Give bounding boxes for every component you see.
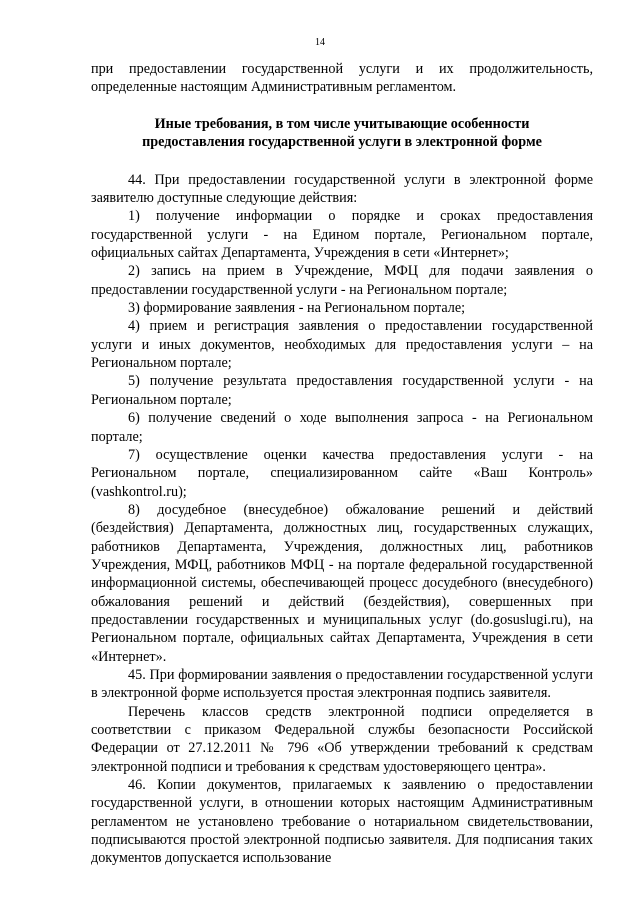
paragraph-45: 45. При формировании заявления о предоставлении государственной услуги в электронной форме используется простая электронная подпись заявителя. [91, 666, 593, 702]
paragraph-44: 44. При предоставлении государственной услуги в электронной форме заявителю доступные следующие действия: [91, 171, 593, 207]
list-item-4: 4) прием и регистрация заявления о предоставлении государственной услуги и иных документов, необходимых для предоставления услуги – на Региональном портале; [91, 318, 593, 372]
paragraph-signature-classes: Перечень классов средств электронной подписи определяется в соответствии с приказом Федеральной службы безопасности Российской Федерации от 27.12.2011 № 796 «Об утверждении требований к средствам электронной подписи и требования к средствам удостоверяющего центра». [91, 703, 593, 775]
paragraph-46: 46. Копии документов, прилагаемых к заявлению о предоставлении государственной услуги, в отношении которых настоящим Административным регламентом не установлено требование о нотариальном свидетельствовании, подписываются простой электронной подписью заявителя. Для подписания таких документов допускается использование [91, 777, 593, 867]
section-heading-line-2: предоставления государственной услуги в электронной форме [142, 133, 542, 150]
list-item-3: 3) формирование заявления - на Региональном портале; [128, 300, 466, 317]
list-item-2: 2) запись на прием в Учреждение, МФЦ для подачи заявления о предоставлении государственной услуги - на Региональном портале; [91, 263, 593, 298]
list-item-8: 8) досудебное (внесудебное) обжалование решений и действий (бездействия) Департамента, должностных лиц, государственных служащих, работников Департамента, Учреждения, должностных лиц, работников Учреждения, МФЦ, работников МФЦ - на портале федеральной государственной информационной системы, обеспечивающей процесс досудебного (внесудебного) обжалования решений и действий (бездействия), совершенных при предоставлении государственных и муниципальных услуг (do.gosuslugi.ru), на Региональном портале, официальных сайтах Департамента, Учреждения в сети «Интернет». [91, 501, 593, 665]
page-number: 14 [315, 37, 325, 48]
document-body [91, 60, 593, 868]
list-item-7: 7) осуществление оценки качества предоставления услуги - на Региональном портале, специализированном сайте «Ваш Контроль» (vashkontrol.ru); [91, 446, 593, 500]
list-item-1: 1) получение информации о порядке и сроках предоставления государственной услуги - на Едином портале, Региональном портале, официальных сайтах Департамента, Учреждения в сети «Интернет»; [91, 208, 593, 262]
section-heading-line-1: Иные требования, в том числе учитывающие особенности [154, 115, 530, 132]
list-item-6: 6) получение сведений о ходе выполнения запроса - на Региональном портале; [91, 410, 593, 445]
intro-paragraph: при предоставлении государственной услуги и их продолжительность, определенные настоящим Административным регламентом. [91, 61, 593, 96]
list-item-5: 5) получение результата предоставления государственной услуги - на Региональном портале; [91, 373, 593, 408]
section-heading [91, 115, 593, 151]
